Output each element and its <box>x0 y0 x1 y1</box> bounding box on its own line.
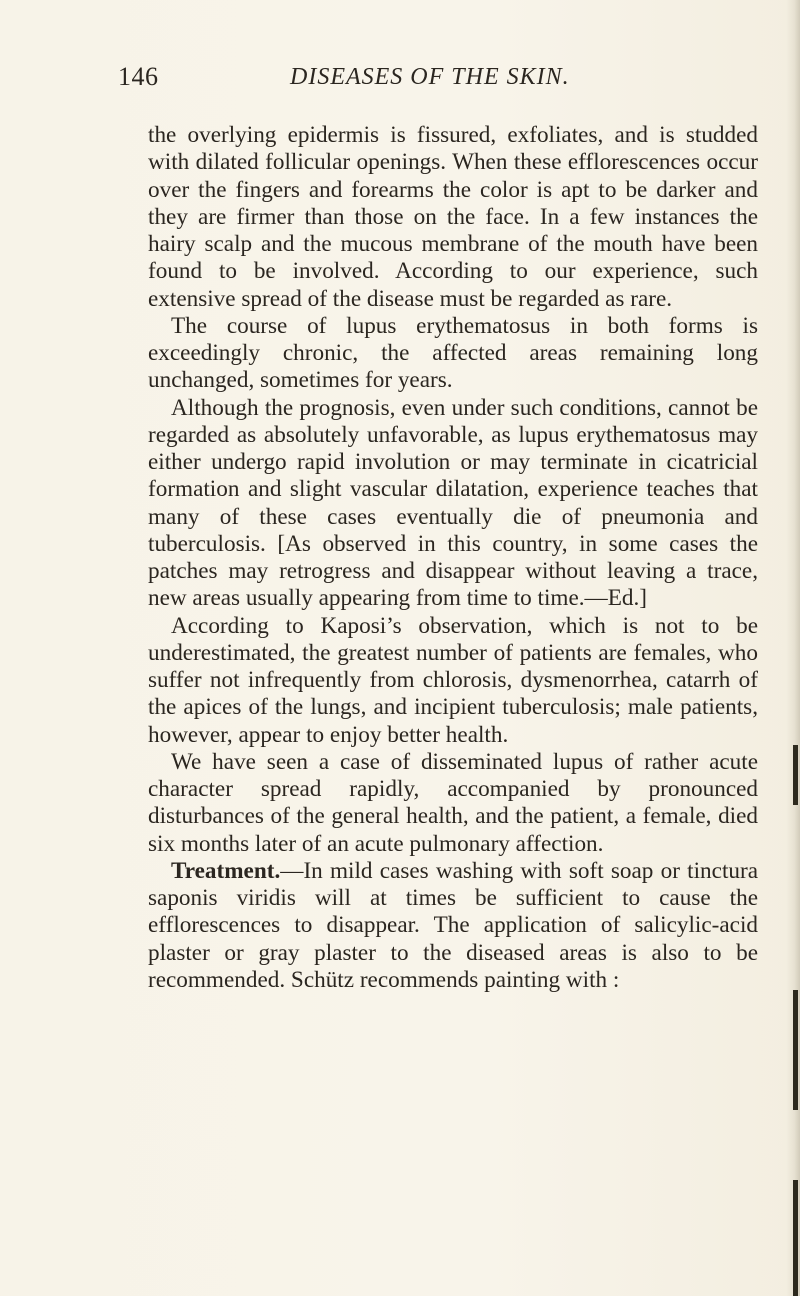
paragraph: According to Kaposi’s observation, which is not to be underestimated, the greatest number of patients are females, who suffer not infrequently from chlorosis, dysmenorrhea, catarrh of the apices of the lungs, and incipient tuberculosis; male patients, however, appear to enjoy better health. <box>148 612 758 748</box>
paragraph: Although the prognosis, even under such conditions, cannot be regarded as absolutely unfavorable, as lupus erythematosus may either undergo rapid involution or may terminate in cicatricial formation and slight vascular dilatation, experience teaches that many of these cases eventually die of pneumonia and tuberculosis. [As observed in this country, in some cases the patches may retrogress and disappear without leaving a trace, new areas usually appearing from time to time.—Ed.] <box>148 394 758 612</box>
body-text <box>148 122 758 994</box>
page-header <box>118 62 758 98</box>
paragraph: the overlying epidermis is fissured, exfoliates, and is studded with dilated follicular openings. When these efflorescences occur over the fingers and forearms the color is apt to be darker and they are firmer than those on the face. In a few instances the hairy scalp and the mucous membrane of the mouth have been found to be involved. According to our experience, such extensive spread of the disease must be regarded as rare. <box>148 122 758 312</box>
page-edge-mark <box>793 745 798 805</box>
running-head: DISEASES OF THE SKIN. <box>290 64 570 90</box>
treatment-paragraph <box>148 858 758 994</box>
treatment-text: —In mild cases washing with soft soap or tinctura saponis viridis will at times be sufficient to cause the efflorescences to disappear. The application of salicylic-acid plaster or gray plaster to the diseased areas is also to be recommended. Schütz recommends painting with : <box>148 857 758 993</box>
page-edge-mark <box>793 990 798 1110</box>
page-number: 146 <box>118 62 159 91</box>
page-edge-mark <box>793 1180 798 1296</box>
paragraph: The course of lupus erythematosus in both forms is exceedingly chronic, the affected areas remaining long unchanged, sometimes for years. <box>148 312 758 394</box>
treatment-heading: Treatment. <box>171 857 281 884</box>
paragraph: We have seen a case of disseminated lupus of rather acute character spread rapidly, accompanied by pronounced disturbances of the general health, and the patient, a female, died six months later of an acute pulmonary affection. <box>148 748 758 857</box>
